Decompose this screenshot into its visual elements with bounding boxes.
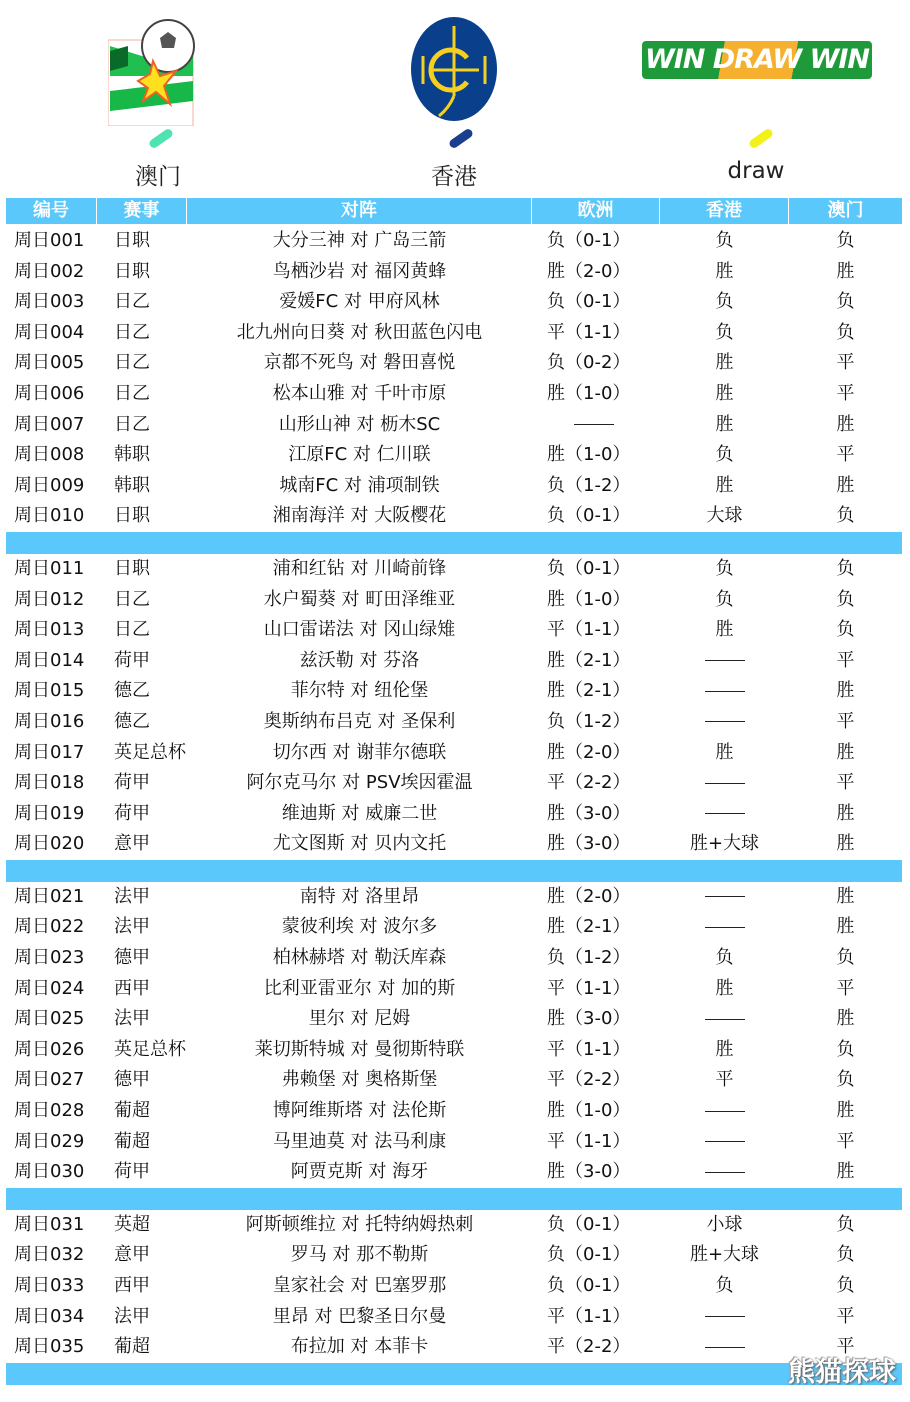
macau-result: 负: [836, 1038, 855, 1060]
table-row: [6, 257, 902, 288]
table-row: [6, 1127, 902, 1158]
europe-result: 平（1-1）: [547, 619, 631, 641]
table-row: [6, 912, 902, 943]
macau-result: 平: [836, 710, 855, 732]
league: 日乙: [114, 291, 150, 313]
hongkong-result: 胜: [715, 382, 734, 404]
fixture: 城南FC 对 浦项制铁: [279, 474, 440, 496]
fixture: 南特 对 洛里昂: [299, 885, 420, 907]
macau-result: 平: [836, 352, 855, 374]
hongkong-result: 胜: [715, 1038, 734, 1060]
fixture: 山口雷诺法 对 冈山绿雉: [263, 619, 456, 641]
hongkong-result: 胜: [715, 977, 734, 999]
draw-dash-icon: [748, 127, 774, 149]
hongkong-result: 胜+大球: [689, 1244, 760, 1266]
no-result-dash: [574, 424, 614, 425]
table-row: [6, 1271, 902, 1302]
match-number: 周日026: [14, 1038, 85, 1060]
logo-panel: [6, 6, 902, 194]
league: 日乙: [114, 619, 150, 641]
table-row: [6, 738, 902, 769]
no-result-dash: [705, 896, 745, 897]
match-number: 周日009: [14, 474, 85, 496]
fixture: 布拉加 对 本菲卡: [290, 1336, 429, 1358]
macau-result: 负: [836, 1244, 855, 1266]
table-row: [6, 974, 902, 1005]
league: 荷甲: [114, 1161, 150, 1183]
table-row: [6, 943, 902, 974]
league: 日职: [114, 230, 150, 251]
europe-result: 胜（3-0）: [547, 833, 631, 855]
match-number: 周日035: [14, 1336, 85, 1358]
match-number: 周日032: [14, 1244, 85, 1266]
match-number: 周日017: [14, 741, 85, 763]
europe-result: 平（1-1）: [547, 1130, 631, 1152]
europe-result: 胜（2-1）: [547, 680, 631, 702]
hkjc-emblem-icon: [409, 16, 499, 122]
fixture: 皇家社会 对 巴塞罗那: [272, 1275, 447, 1296]
europe-result: 胜（1-0）: [547, 444, 631, 466]
match-number: 周日018: [14, 772, 85, 794]
hongkong-label: 香港: [431, 164, 477, 190]
match-number: 周日021: [14, 885, 85, 907]
hongkong-result: 胜: [715, 413, 734, 435]
league: 德乙: [114, 680, 150, 702]
macau-result: 胜: [836, 260, 855, 282]
hongkong-result: 负: [715, 557, 734, 579]
hongkong-logo: [354, 6, 554, 190]
fixture: 罗马 对 那不勒斯: [290, 1244, 429, 1266]
match-number: 周日013: [14, 619, 85, 641]
hongkong-result: 负: [715, 321, 734, 343]
europe-result: 负（0-1）: [547, 1213, 631, 1235]
macau-logo: [58, 6, 258, 190]
match-number: 周日011: [14, 557, 85, 579]
table-row: [6, 646, 902, 677]
hongkong-result: [660, 1302, 789, 1333]
league: 日乙: [114, 321, 150, 343]
fixture: 阿贾克斯 对 海牙: [290, 1161, 429, 1183]
no-result-dash: [705, 1316, 745, 1317]
match-number: 周日008: [14, 444, 85, 466]
fixture: 阿斯顿维拉 对 托特纳姆热刺: [245, 1213, 474, 1235]
fixture: 尤文图斯 对 贝内文托: [272, 833, 447, 855]
league: 韩职: [114, 474, 150, 496]
europe-result: 胜（2-1）: [547, 649, 631, 671]
table-row: [6, 1035, 902, 1066]
table-row: [6, 318, 902, 349]
hongkong-result: [660, 768, 789, 799]
fixture: 湘南海洋 对 大阪樱花: [272, 505, 447, 527]
hongkong-result: 平: [715, 1069, 734, 1091]
fixture: 莱切斯特城 对 曼彻斯特联: [254, 1038, 465, 1060]
table-row: [6, 1240, 902, 1271]
fixture: 维迪斯 对 威廉二世: [281, 802, 438, 824]
league: 日职: [114, 260, 150, 282]
header-hongkong: 香港: [660, 198, 789, 224]
hongkong-result: [660, 912, 789, 943]
group-separator: [6, 1363, 902, 1385]
fixture: 蒙彼利埃 对 波尔多: [281, 916, 438, 938]
match-table: [6, 226, 902, 1385]
fixture: 爱媛FC 对 甲府风林: [279, 291, 440, 313]
group-separator: [6, 532, 902, 554]
fixture: 鸟栖沙岩 对 福冈黄蜂: [272, 260, 447, 282]
hongkong-result: [660, 707, 789, 738]
europe-result: 负（0-1）: [547, 1275, 631, 1296]
europe-result: 负（0-1）: [547, 505, 631, 527]
macau-result: 负: [836, 588, 855, 610]
europe-result: 胜（1-0）: [547, 382, 631, 404]
hongkong-result: [660, 1004, 789, 1035]
macau-result: 负: [836, 321, 855, 343]
fixture: 浦和红钻 对 川崎前锋: [272, 557, 447, 579]
table-row: [6, 226, 902, 257]
macau-result: 胜: [836, 680, 855, 702]
watermark: 熊猫探球: [788, 1357, 896, 1388]
fixture: 大分三神 对 广岛三箭: [272, 230, 447, 251]
fixture: 马里迪莫 对 法马利康: [272, 1130, 447, 1152]
macau-result: 胜: [836, 1161, 855, 1183]
table-row: [6, 348, 902, 379]
league: 德甲: [114, 947, 150, 969]
fixture: 水户蜀葵 对 町田泽维亚: [263, 588, 456, 610]
match-number: 周日001: [14, 230, 85, 251]
league: 意甲: [114, 1244, 150, 1266]
macau-result: 平: [836, 1336, 855, 1358]
no-result-dash: [705, 721, 745, 722]
league: 英足总杯: [114, 741, 186, 763]
macau-result: 胜: [836, 885, 855, 907]
league: 日乙: [114, 352, 150, 374]
europe-result: 负（0-1）: [547, 1244, 631, 1266]
fixture: 里尔 对 尼姆: [308, 1008, 411, 1030]
hongkong-result: 负: [715, 291, 734, 313]
europe-result: 平（2-2）: [547, 1069, 631, 1091]
europe-result: 平（2-2）: [547, 1336, 631, 1358]
hongkong-result: 胜: [715, 352, 734, 374]
match-number: 周日007: [14, 413, 85, 435]
league: 西甲: [114, 977, 150, 999]
table-row: [6, 1332, 902, 1363]
no-result-dash: [705, 660, 745, 661]
league: 意甲: [114, 833, 150, 855]
macau-result: 负: [836, 557, 855, 579]
hongkong-result: 胜: [715, 260, 734, 282]
europe-result: 胜（3-0）: [547, 1008, 631, 1030]
hongkong-result: [660, 676, 789, 707]
hongkong-result: [660, 882, 789, 913]
table-row: [6, 287, 902, 318]
fixture: 切尔西 对 谢菲尔德联: [272, 741, 447, 763]
league: 日职: [114, 557, 150, 579]
match-number: 周日022: [14, 916, 85, 938]
europe-result: 胜（1-0）: [547, 588, 631, 610]
league: 德乙: [114, 710, 150, 732]
table-row: [6, 829, 902, 860]
match-number: 周日027: [14, 1069, 85, 1091]
table-row: [6, 615, 902, 646]
match-number: 周日028: [14, 1100, 85, 1122]
league: 西甲: [114, 1275, 150, 1296]
draw-logo: [644, 6, 870, 184]
match-number: 周日031: [14, 1213, 85, 1235]
league: 韩职: [114, 444, 150, 466]
league: 日职: [114, 505, 150, 527]
match-number: 周日012: [14, 588, 85, 610]
match-number: 周日023: [14, 947, 85, 969]
fixture: 弗赖堡 对 奥格斯堡: [281, 1069, 438, 1091]
league: 荷甲: [114, 802, 150, 824]
match-number: 周日020: [14, 833, 85, 855]
macau-result: 负: [836, 1069, 855, 1091]
fixture: 里昂 对 巴黎圣日尔曼: [272, 1305, 447, 1327]
hongkong-result: [660, 1096, 789, 1127]
league: 英超: [114, 1213, 150, 1235]
league: 英足总杯: [114, 1038, 186, 1060]
macau-result: 负: [836, 1213, 855, 1235]
europe-result: 平（1-1）: [547, 977, 631, 999]
league: 葡超: [114, 1336, 150, 1358]
league: 法甲: [114, 1008, 150, 1030]
league: 法甲: [114, 1305, 150, 1327]
macau-result: 负: [836, 1275, 855, 1296]
hongkong-result: [660, 646, 789, 677]
table-row: [6, 471, 902, 502]
league: 日乙: [114, 382, 150, 404]
match-number: 周日002: [14, 260, 85, 282]
table-row: [6, 1210, 902, 1241]
match-number: 周日029: [14, 1130, 85, 1152]
league: 葡超: [114, 1100, 150, 1122]
header-macau: 澳门: [827, 200, 864, 221]
table-row: [6, 410, 902, 441]
macau-result: 胜: [836, 916, 855, 938]
match-number: 周日015: [14, 680, 85, 702]
macau-result: 平: [836, 1130, 855, 1152]
group-separator: [6, 1188, 902, 1210]
macau-result: 胜: [836, 802, 855, 824]
league: 荷甲: [114, 649, 150, 671]
league: 法甲: [114, 885, 150, 907]
no-result-dash: [705, 1347, 745, 1348]
no-result-dash: [705, 1111, 745, 1112]
hongkong-result: 负: [715, 1275, 734, 1296]
header-europe: 欧洲: [532, 198, 660, 224]
league: 德甲: [114, 1069, 150, 1091]
europe-result: 胜（3-0）: [547, 1161, 631, 1183]
match-number: 周日019: [14, 802, 85, 824]
macau-label: 澳门: [135, 164, 181, 190]
europe-result: 平（1-1）: [547, 321, 631, 343]
match-number: 周日006: [14, 382, 85, 404]
macau-result: 负: [836, 619, 855, 641]
macau-result: 负: [836, 291, 855, 313]
no-result-dash: [705, 691, 745, 692]
fixture: 博阿维斯塔 对 法伦斯: [272, 1100, 447, 1122]
macau-result: 负: [836, 230, 855, 251]
macau-dash-icon: [148, 127, 174, 149]
europe-result: 负（1-2）: [547, 710, 631, 732]
match-number: 周日030: [14, 1161, 85, 1183]
table-row: [6, 501, 902, 532]
hongkong-dash-icon: [448, 127, 474, 149]
header-match: 对阵: [187, 198, 532, 224]
draw-label: draw: [727, 158, 785, 184]
hongkong-result: [660, 1332, 789, 1363]
league: 日乙: [114, 413, 150, 435]
macau-result: 平: [836, 444, 855, 466]
europe-result: 负（0-1）: [547, 291, 631, 313]
europe-result: 胜（2-0）: [547, 741, 631, 763]
fixture: 北九州向日葵 对 秋田蓝色闪电: [236, 321, 483, 343]
europe-result: 平（1-1）: [547, 1038, 631, 1060]
macau-result: 胜: [836, 833, 855, 855]
macau-result: 胜: [836, 1100, 855, 1122]
match-number: 周日024: [14, 977, 85, 999]
europe-result: 平（1-1）: [547, 1305, 631, 1327]
table-row: [6, 440, 902, 471]
no-result-dash: [705, 1141, 745, 1142]
table-row: [6, 882, 902, 913]
macau-result: 负: [836, 505, 855, 527]
europe-result: 负（1-2）: [547, 474, 631, 496]
hongkong-result: 负: [715, 230, 734, 251]
fixture: 山形山神 对 枥木SC: [278, 413, 441, 435]
table-row: [6, 799, 902, 830]
match-number: 周日016: [14, 710, 85, 732]
no-result-dash: [705, 1172, 745, 1173]
fixture: 松本山雅 对 千叶市原: [272, 382, 447, 404]
macau-result: 平: [836, 1305, 855, 1327]
macau-football-icon: [108, 16, 208, 126]
hongkong-result: 胜: [715, 619, 734, 641]
hongkong-result: [660, 1127, 789, 1158]
macau-result: 平: [836, 977, 855, 999]
europe-result: 负（1-2）: [547, 947, 631, 969]
table-row: [6, 585, 902, 616]
table-row: [6, 1302, 902, 1333]
match-number: 周日034: [14, 1305, 85, 1327]
match-number: 周日033: [14, 1275, 85, 1296]
europe-result: 胜（2-1）: [547, 916, 631, 938]
hongkong-result: 胜+大球: [689, 833, 760, 855]
macau-result: 平: [836, 772, 855, 794]
match-number: 周日014: [14, 649, 85, 671]
fixture: 柏林赫塔 对 勒沃库森: [272, 947, 447, 969]
europe-result: 平（2-2）: [547, 772, 631, 794]
table-row: [6, 379, 902, 410]
header-league: 赛事: [97, 198, 187, 224]
fixture: 兹沃勒 对 芬洛: [299, 649, 420, 671]
match-number: 周日004: [14, 321, 85, 343]
macau-result: 胜: [836, 741, 855, 763]
europe-result: 胜（2-0）: [547, 885, 631, 907]
win-draw-win-logo: [642, 41, 872, 79]
league: 荷甲: [114, 772, 150, 794]
hongkong-result: 胜: [715, 474, 734, 496]
match-number: 周日003: [14, 291, 85, 313]
table-row: [6, 1004, 902, 1035]
europe-result: 胜（1-0）: [547, 1100, 631, 1122]
europe-result: 负（0-1）: [547, 557, 631, 579]
hongkong-result: 负: [715, 588, 734, 610]
macau-result: 平: [836, 382, 855, 404]
fixture: 奥斯纳布吕克 对 圣保利: [263, 710, 456, 732]
europe-result: [532, 410, 660, 441]
group-separator: [6, 860, 902, 882]
fixture: 菲尔特 对 纽伦堡: [290, 680, 429, 702]
no-result-dash: [705, 1019, 745, 1020]
fixture: 京都不死鸟 对 磐田喜悦: [263, 352, 456, 374]
no-result-dash: [705, 813, 745, 814]
hongkong-result: 负: [715, 444, 734, 466]
hongkong-result: [660, 799, 789, 830]
europe-result: 胜（3-0）: [547, 802, 631, 824]
table-row: [6, 1096, 902, 1127]
table-row: [6, 676, 902, 707]
europe-result: 负（0-1）: [547, 230, 631, 251]
macau-result: 胜: [836, 413, 855, 435]
table-row: [6, 707, 902, 738]
fixture: 比利亚雷亚尔 对 加的斯: [263, 977, 456, 999]
europe-result: 胜（2-0）: [547, 260, 631, 282]
match-number: 周日025: [14, 1008, 85, 1030]
table-row: [6, 554, 902, 585]
hongkong-result: 胜: [715, 741, 734, 763]
match-number: 周日005: [14, 352, 85, 374]
logo-text: WIN DRAW WIN: [644, 44, 870, 75]
fixture: 江原FC 对 仁川联: [288, 444, 431, 466]
league: 葡超: [114, 1130, 150, 1152]
table-row: [6, 1065, 902, 1096]
fixture: 阿尔克马尔 对 PSV埃因霍温: [246, 772, 473, 794]
no-result-dash: [705, 927, 745, 928]
macau-result: 负: [836, 947, 855, 969]
hongkong-result: [660, 1157, 789, 1188]
macau-result: 胜: [836, 1008, 855, 1030]
macau-result: 胜: [836, 474, 855, 496]
hongkong-result: 负: [715, 947, 734, 969]
europe-result: 负（0-2）: [547, 352, 631, 374]
table-header: [6, 198, 902, 224]
match-number: 周日010: [14, 505, 85, 527]
header-number: 编号: [6, 198, 97, 224]
no-result-dash: [705, 783, 745, 784]
hongkong-result: 小球: [706, 1213, 743, 1235]
league: 法甲: [114, 916, 150, 938]
macau-result: 平: [836, 649, 855, 671]
table-row: [6, 1157, 902, 1188]
table-row: [6, 768, 902, 799]
hongkong-result: 大球: [706, 505, 743, 527]
league: 日乙: [114, 588, 150, 610]
